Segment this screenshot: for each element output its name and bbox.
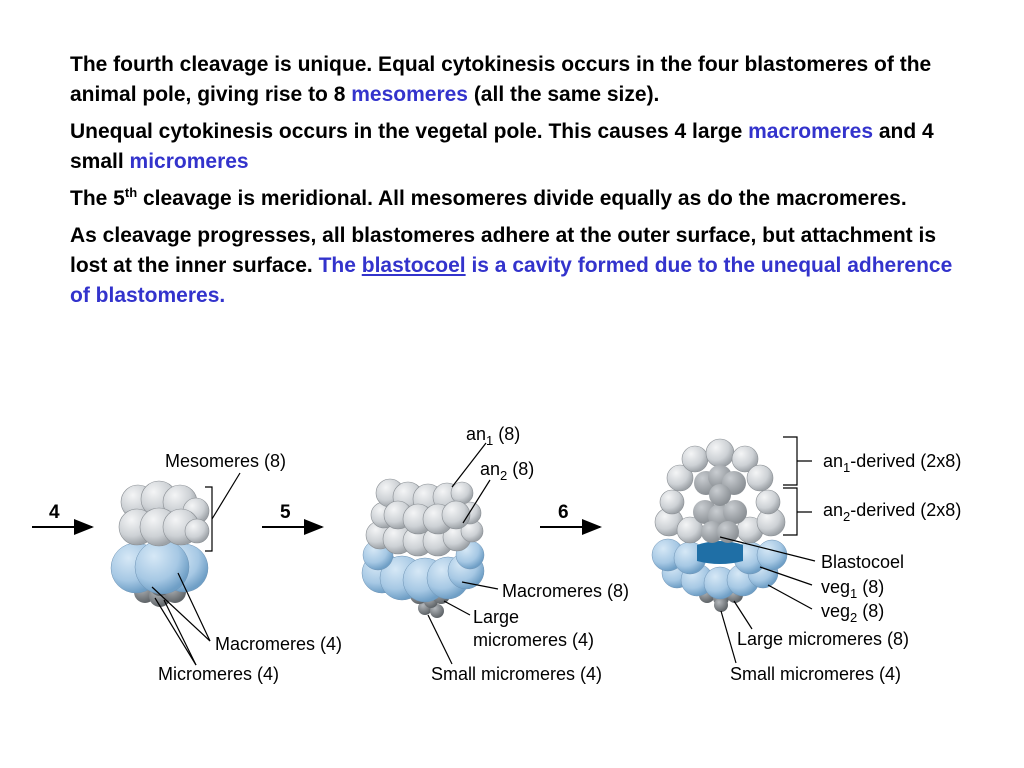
label-macromeres-8: Macromeres (8): [502, 581, 630, 601]
step-arrow-6: [540, 502, 600, 527]
label-large-line1: Large: [473, 607, 520, 627]
p4-text-end: is a cavity formed due to the unequal adherence of blastomeres.: [70, 254, 953, 307]
label-an1-8: $an_1$ (8): [466, 424, 521, 448]
svg-text:5: 5: [280, 502, 291, 523]
label-an2-derived: $an_2$-derived (2x8): [823, 500, 962, 524]
svg-text:4: 4: [49, 502, 60, 523]
step-arrow-5: [262, 502, 322, 527]
label-small-micromeres-4: Small micromeres (4): [431, 664, 603, 684]
label-blastocoel: Blastocoel: [821, 552, 905, 572]
p3-text: The 5: [70, 187, 125, 210]
label-large-micromeres-8: Large micromeres (8): [737, 629, 910, 649]
p3-superscript: th: [124, 185, 138, 200]
paragraph-unequal-cytokinesis: [70, 117, 970, 177]
paragraph-fourth-cleavage: [70, 50, 970, 110]
label-small-micromeres-4-b: Small micromeres (4): [730, 664, 902, 684]
label-macromeres-4: Macromeres (4): [215, 634, 343, 654]
label-veg2: veg$_2$ (8): [821, 601, 885, 625]
label-large-micromeres-4: micromeres (4): [473, 630, 595, 650]
p1-text: The fourth cleavage is unique. Equal cytokinesis occurs in the four blastomeres of the animal pole, giving rise to 8: [70, 53, 932, 106]
term-micromeres: micromeres: [129, 150, 249, 173]
macromeres-cluster: [111, 540, 208, 594]
label-an2-8: $an_2$ (8): [480, 459, 535, 483]
paragraph-blastocoel: [70, 221, 970, 311]
p3-text-end: cleavage is meridional. All mesomeres divide equally as do the macromeres.: [137, 187, 907, 210]
svg-text:6: 6: [558, 502, 569, 523]
an1-tier: [376, 479, 473, 534]
paragraph-fifth-cleavage: [70, 184, 970, 214]
embryo-64-cell: [652, 437, 961, 684]
embryo-16-cell: [111, 451, 342, 684]
label-an1-derived: $an_1$-derived (2x8): [823, 451, 962, 475]
label-micromeres-4: Micromeres (4): [158, 664, 280, 684]
slide-text: [70, 50, 970, 318]
label-veg1: veg$_1$ (8): [821, 577, 885, 601]
term-macromeres: macromeres: [748, 120, 874, 143]
p4-the: The: [318, 254, 362, 277]
term-mesomeres: mesomeres: [351, 83, 468, 106]
mesomeres-cluster: [119, 481, 209, 546]
blastocoel-floor: [697, 541, 743, 564]
embryo-32-cell: [362, 424, 629, 684]
p2-text-mid: and 4 small: [70, 120, 934, 173]
step-arrow-4: [32, 502, 92, 527]
p4-text: As cleavage progresses, all blastomeres adhere at the outer surface, but attachment is lost at the inner surface.: [70, 224, 936, 277]
an1-derived-tier: [667, 439, 773, 506]
p2-text: Unequal cytokinesis occurs in the vegetal pole. This causes 4 large: [70, 120, 749, 143]
cleavage-diagram: [0, 415, 1024, 700]
label-mesomeres: Mesomeres (8): [165, 451, 287, 471]
term-blastocoel-link[interactable]: blastocoel: [361, 254, 466, 277]
p1-text-end: (all the same size).: [467, 83, 660, 106]
